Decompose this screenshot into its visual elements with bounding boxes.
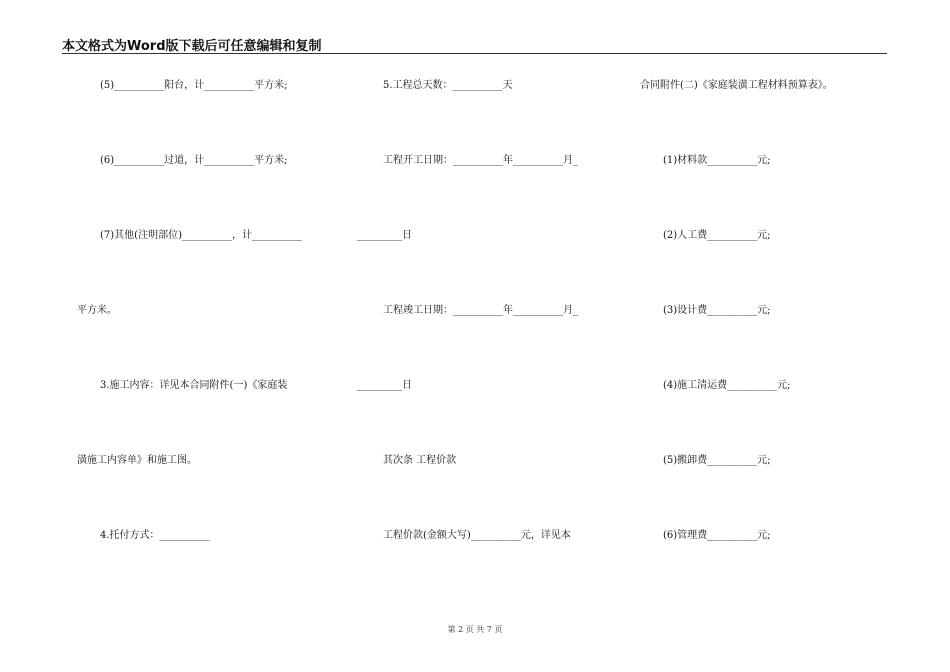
middle-line-start-day: _________日 [357, 230, 412, 241]
middle-line-price-heading: 其次条 工程价款 [383, 455, 457, 466]
right-line-design: (3)设计费__________元; [663, 305, 771, 316]
left-line-entrust: 4.托付方式：__________ [100, 530, 210, 541]
page-footer: 第 2 页 共 7 页 [447, 625, 503, 634]
left-line-sqm: 平方米。 [77, 305, 117, 316]
right-line-annex: 合同附件(二)《家庭装潢工程材料预算表》。 [640, 80, 833, 91]
middle-line-end-date: 工程竣工日期：__________年__________月_ [383, 305, 578, 316]
document-header-title: 本文格式为Word版下载后可任意编辑和复制 [62, 39, 322, 54]
left-line-corridor: (6)__________过道，计__________平方米; [100, 155, 288, 166]
right-line-moving: (5)搬卸费__________元; [663, 455, 771, 466]
left-line-content: 3.施工内容：详见本合同附件(一)《家庭装 [100, 380, 288, 391]
left-line-content-cont: 潢施工内容单》和施工图。 [77, 455, 197, 466]
right-line-labor: (2)人工费__________元; [663, 230, 771, 241]
middle-line-price: 工程价款(金额大写)__________元，详见本 [383, 530, 571, 541]
left-line-other: (7)其他(注明部位)__________，计__________ [100, 230, 302, 241]
right-line-cleanup: (4)施工清运费__________元; [663, 380, 791, 391]
middle-line-total-days: 5.工程总天数：__________天 [383, 80, 513, 91]
right-line-material: (1)材料款__________元; [663, 155, 771, 166]
left-line-balcony: (5)__________阳台，计__________平方米; [100, 80, 288, 91]
middle-line-start-date: 工程开工日期：__________年__________月_ [383, 155, 578, 166]
middle-line-end-day: _________日 [357, 380, 412, 391]
right-line-management: (6)管理费__________元; [663, 530, 771, 541]
header-divider [62, 53, 887, 54]
